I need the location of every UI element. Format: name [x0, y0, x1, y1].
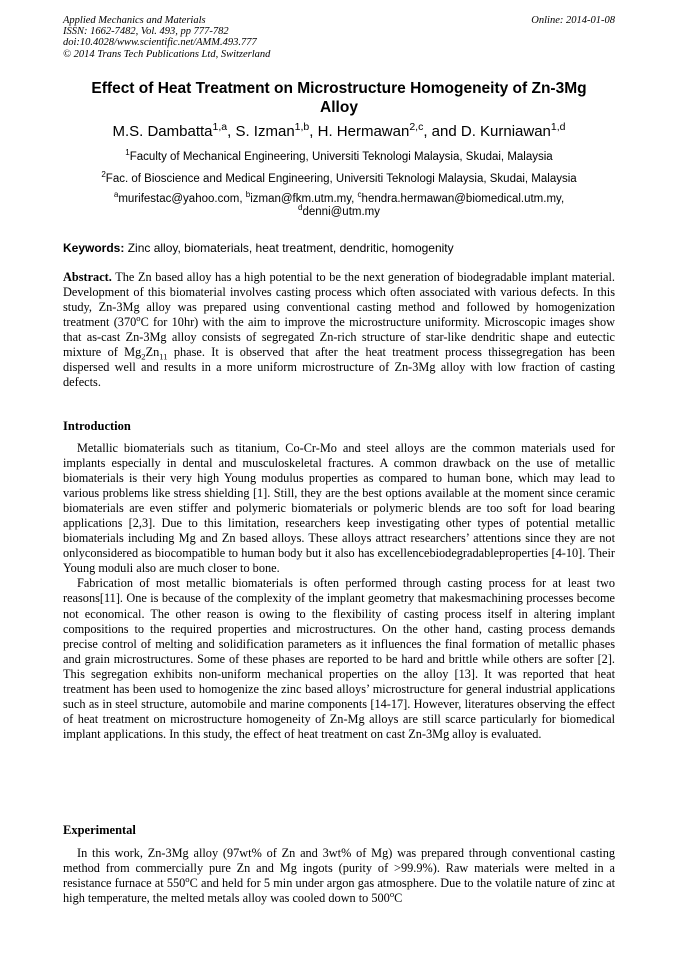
affiliation-1	[40, 150, 638, 164]
online-date: Online: 2014-01-08	[531, 15, 615, 26]
journal-name: Applied Mechanics and Materials	[63, 15, 206, 26]
author-affiliation-mark: 1,a	[212, 121, 228, 133]
email-list	[63, 190, 615, 219]
affiliation-number: 1	[125, 148, 130, 158]
author-affiliation-mark: 1,b	[294, 121, 310, 133]
email-separator: ,	[239, 193, 246, 205]
author-list	[63, 123, 615, 141]
author-separator: ,	[309, 123, 318, 140]
section-heading-experimental: Experimental	[63, 823, 136, 837]
paragraph	[63, 846, 615, 906]
author-name: S. Izman	[235, 123, 295, 140]
introduction-body	[63, 441, 615, 742]
journal-header	[63, 15, 615, 60]
email-address[interactable]: hendra.hermawan@biomedical.utm.my	[361, 193, 561, 205]
affiliation-text: Fac. of Bioscience and Medical Engineering, Universiti Teknologi Malaysia, Skudai, Malaysia	[105, 173, 577, 185]
section-heading-introduction: Introduction	[63, 419, 131, 433]
email-key: c	[357, 190, 362, 200]
paragraph-text: In this work, Zn-3Mg alloy (97wt% of Zn and 3wt% of Mg) was prepared through conventional casting method from commercially pure Zn and Mg ingots (purity of >99.9%). Raw materials were melted in a resistance furnace at 550	[63, 846, 615, 891]
keywords-label: Keywords:	[63, 241, 125, 255]
degree-mark: o	[185, 874, 190, 884]
affiliation-number: 2	[101, 170, 106, 180]
keywords	[63, 241, 615, 255]
abstract-text: C for 10hr) with the aim to improve the microstructure uniformity. Microscopic images show that as-cast Zn-3Mg alloy consists of segregated Zn-rich structure of star-like dendritic shape and eutectic mixture of Mg	[63, 315, 615, 359]
email-line-1	[63, 190, 615, 206]
author-name: H. Hermawan	[317, 123, 410, 140]
abstract	[63, 270, 615, 390]
title-line-1: Effect of Heat Treatment on Microstructure Homogeneity of Zn-3Mg	[91, 80, 587, 97]
author-separator: ,	[227, 123, 236, 140]
email-key: b	[245, 190, 251, 200]
author-separator: , and	[423, 123, 461, 140]
author-affiliation-mark: 1,d	[550, 121, 566, 133]
issn-line: ISSN: 1662-7482, Vol. 493, pp 777-782	[63, 26, 229, 38]
subscript: 2	[141, 351, 146, 362]
paragraph: Metallic biomaterials such as titanium, Co-Cr-Mo and steel alloys are the common materials used for implants especially in dental and musculoskeletal fractures. A common drawback on the use of metallic biomaterials is their very high Young modulus properties as compared to human bone, which may lead to various problems like stress shielding [1]. Still, they are the best options available at the moment since ceramic biomaterials are even stiffer and polymeric biomaterials or polymeric blends are too soft for load bearing applications [2,3]. Due to this limitation, researchers keep investigating other types of potential metallic biomaterials including Mg and Zn based alloys. These alloys attract researchers’ attentions since they are not onlyconsidered as biocompatible to human body but it also has excellencebiodegradableproperties [4-10]. Their Young moduli also are much closer to bone.	[63, 441, 615, 576]
paragraph: Fabrication of most metallic biomaterials is often performed through casting process for at least two reasons[11]. One is because of the complexity of the implant geometry that makesmachining processes become not economical. The other reason is owing to the flexibility of casting process itself in altering implant compositions to the required properties and microstructures. On the other hand, casting process demands precise control of melting and solidification parameters as it influences the final formation of metallic phases and grain microstructures. Some of these phases are reported to be hard and brittle while others are softer [2]. This segregation exhibits non-uniform mechanical properties on the alloy [13]. It was reported that heat treatment has been used to homogenize the zinc based alloys’ microstructure for general industrial applications such as in steel structure, automobile and marine components [14-17]. However, literatures observing the effect of heat treatment on microstructure homogeneity of Zn-Mg alloys are still scarce particularly for biomedical implant applications. In this study, the effect of heat treatment on cast Zn-3Mg alloy is evaluated.	[63, 576, 615, 741]
email-separator: ,	[560, 193, 565, 205]
paper-title	[63, 79, 615, 117]
email-key: d	[298, 203, 303, 213]
abstract-text: phase. It is observed that after the heat treatment process thissegregation has been dispersed well and results in a more uniform microstructure of Zn-3Mg alloy with low fraction of casting defects.	[63, 345, 615, 389]
paragraph-text: C and held for 5 min under argon gas atmosphere. Due to the volatile nature of zinc at high temperature, the melted metals alloy was cooled down to 500	[63, 876, 615, 906]
title-line-2: Alloy	[320, 99, 358, 116]
email-key: a	[113, 190, 119, 200]
email-address[interactable]: denni@utm.my	[302, 206, 380, 218]
keywords-text: Zinc alloy, biomaterials, heat treatment, dendritic, homogenity	[127, 241, 454, 255]
affiliation-text: Faculty of Mechanical Engineering, Universiti Teknologi Malaysia, Skudai, Malaysia	[129, 151, 553, 163]
author-name: D. Kurniawan	[460, 123, 551, 140]
author-affiliation-mark: 2,c	[409, 121, 424, 133]
email-address[interactable]: izman@fkm.utm.my	[250, 193, 352, 205]
email-separator: ,	[351, 193, 358, 205]
copyright-line: © 2014 Trans Tech Publications Ltd, Switzerland	[63, 48, 271, 60]
abstract-label: Abstract.	[63, 270, 112, 284]
affiliation-2	[40, 172, 638, 186]
paragraph-text: C	[394, 891, 403, 906]
abstract-text: Zn	[145, 345, 160, 359]
email-line-2	[63, 203, 615, 219]
author-name: M.S. Dambatta	[112, 123, 213, 140]
abstract-text: The Zn based alloy has a high potential to be the next generation of biodegradable implant material. Development of this biomaterial involves casting process which often associated with various defects. In this study, Zn-3Mg alloy was prepared using conventional casting method and followed by homogenization treatment (370	[63, 270, 616, 329]
email-address[interactable]: murifestac@yahoo.com	[118, 193, 240, 205]
degree-mark: o	[136, 312, 141, 323]
degree-mark: o	[389, 889, 395, 900]
subscript: 11	[159, 351, 168, 362]
doi-line: doi:10.4028/www.scientific.net/AMM.493.777	[63, 37, 257, 49]
experimental-body	[63, 846, 615, 906]
